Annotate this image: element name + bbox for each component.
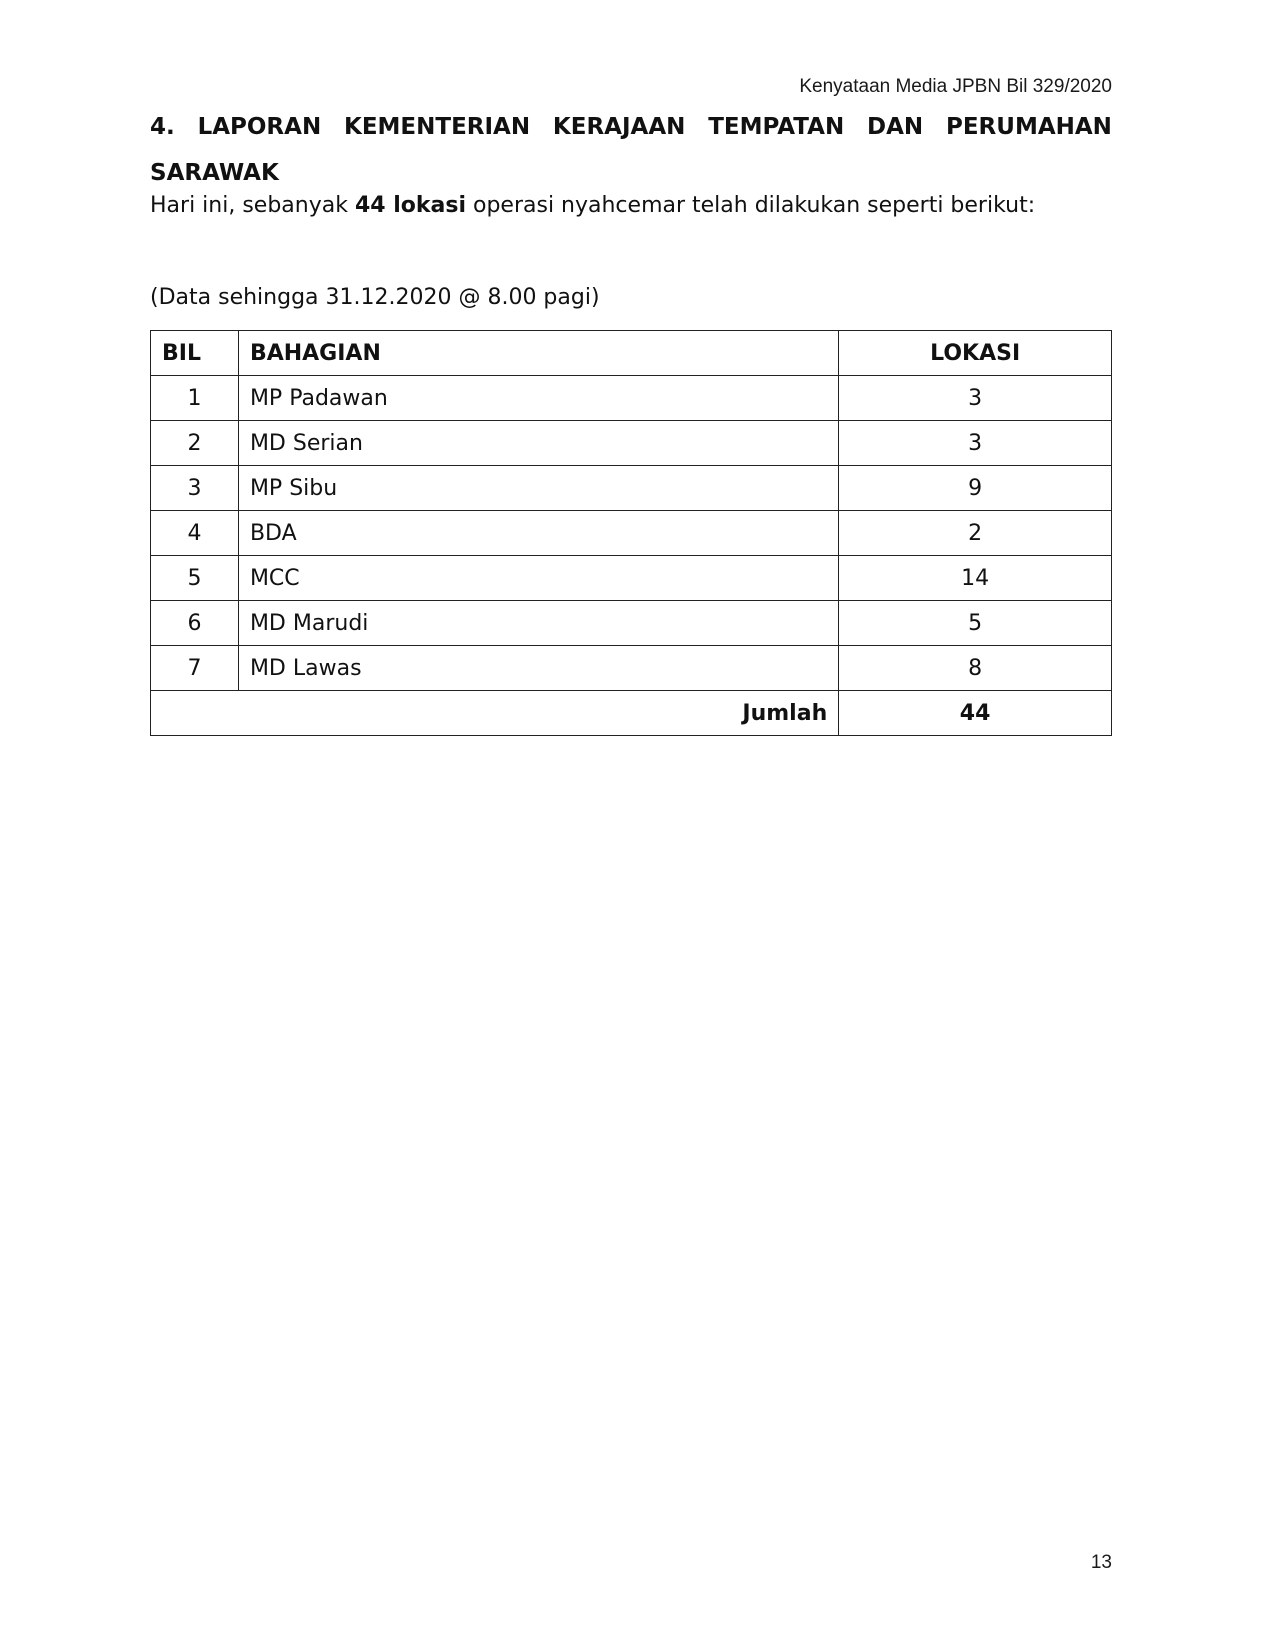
section-heading-line2: SARAWAK xyxy=(150,160,279,186)
page-header-reference: Kenyataan Media JPBN Bil 329/2020 xyxy=(799,76,1112,97)
section-heading-line1 xyxy=(150,104,1112,150)
intro-prefix: Hari ini, sebanyak xyxy=(150,193,355,218)
column-header-bil: BIL xyxy=(151,331,239,376)
column-header-bahagian: BAHAGIAN xyxy=(238,331,838,376)
cell-bil: 4 xyxy=(151,511,239,556)
cell-lokasi: 3 xyxy=(839,421,1112,466)
cell-lokasi: 5 xyxy=(839,601,1112,646)
cell-bil: 3 xyxy=(151,466,239,511)
cell-bil: 6 xyxy=(151,601,239,646)
cell-bil: 2 xyxy=(151,421,239,466)
column-header-lokasi: LOKASI xyxy=(839,331,1112,376)
table-row xyxy=(151,601,1112,646)
cell-bil: 1 xyxy=(151,376,239,421)
intro-paragraph xyxy=(150,193,1035,218)
cell-bil: 5 xyxy=(151,556,239,601)
page-number: 13 xyxy=(1090,1552,1112,1573)
cell-lokasi: 3 xyxy=(839,376,1112,421)
cell-bahagian: MD Marudi xyxy=(238,601,838,646)
cell-bahagian: MP Sibu xyxy=(238,466,838,511)
heading-word: KEMENTERIAN xyxy=(344,114,531,140)
location-table xyxy=(150,330,1112,736)
table-total-row xyxy=(151,691,1112,736)
cell-bahagian: MD Lawas xyxy=(238,646,838,691)
table-row xyxy=(151,376,1112,421)
heading-word: DAN xyxy=(867,114,924,140)
cell-lokasi: 14 xyxy=(839,556,1112,601)
table-row xyxy=(151,511,1112,556)
table-row xyxy=(151,421,1112,466)
intro-bold-count: 44 lokasi xyxy=(354,193,466,218)
cell-bil: 7 xyxy=(151,646,239,691)
cell-lokasi: 8 xyxy=(839,646,1112,691)
cell-lokasi: 2 xyxy=(839,511,1112,556)
cell-bahagian: MD Serian xyxy=(238,421,838,466)
data-date-note: (Data sehingga 31.12.2020 @ 8.00 pagi) xyxy=(150,285,600,310)
heading-word: KERAJAAN xyxy=(552,114,686,140)
cell-bahagian: BDA xyxy=(238,511,838,556)
cell-bahagian: MP Padawan xyxy=(238,376,838,421)
heading-word: TEMPATAN xyxy=(708,114,845,140)
total-label: Jumlah xyxy=(151,691,839,736)
heading-word: PERUMAHAN xyxy=(945,114,1112,140)
heading-word: 4. xyxy=(150,114,175,140)
section-heading xyxy=(150,104,1112,196)
table-row xyxy=(151,466,1112,511)
intro-suffix: operasi nyahcemar telah dilakukan seperti berikut: xyxy=(466,193,1036,218)
cell-bahagian: MCC xyxy=(238,556,838,601)
table-header-row xyxy=(151,331,1112,376)
total-value: 44 xyxy=(839,691,1112,736)
heading-word: LAPORAN xyxy=(197,114,322,140)
table-row xyxy=(151,646,1112,691)
cell-lokasi: 9 xyxy=(839,466,1112,511)
table-row xyxy=(151,556,1112,601)
